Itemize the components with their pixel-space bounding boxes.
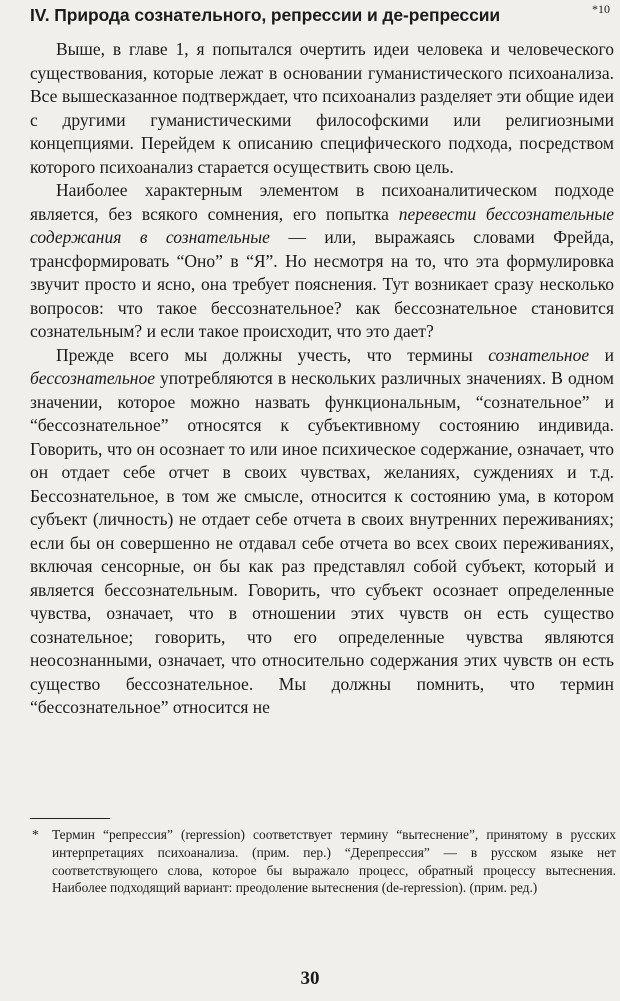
italic-segment: сознательное	[488, 344, 590, 365]
chapter-heading: IV. Природа сознательного, репрессии и де-репрессии	[30, 5, 501, 25]
italic-segment: бессознательное	[30, 368, 155, 388]
paragraph-2	[30, 179, 614, 344]
footnote-mark: *	[32, 827, 39, 842]
text-segment: — или, выражаясь словами Фрейда, трансформировать “Оно” в “Я”. Но несмотря на то, что эта формулировка звучит просто и ясно, она требует пояснения. Тут возникает сразу несколько вопросов: что такое бессознательное? как бессознательное становится сознательным? и если такое происходит, что это дает?	[30, 227, 614, 341]
text-segment: и	[589, 344, 614, 365]
page-number: 30	[300, 968, 320, 989]
footnote	[32, 826, 616, 897]
text-segment: употребляются в нескольких различных значениях. В одном значении, которое можно назвать функциональным, “сознательное” и “бессознательное” относятся к субъективному состоянию индивида. Говорить, что он осознает то или иное психическое содержание, означает, что он отдает себе отчет в своих чувствах, желаниях, суждениях и т.д. Бессознательное, в том же смысле, относится к состоянию ума, в котором субъект (личность) не отдает себе отчета в своих внутренних переживаниях; если бы он совершенно не отдавал себе отчета во всех своих переживаниях, включая сенсорные, он бы как раз представлял собой субъект, который и является бессознательным. Говорить, что субъект осознает определенные чувства, означает, что в отношении этих чувств он есть существо сознательное; говорить, что его определенные чувства являются неосознанными, означает, что относительно содержания этих чувств он есть существо бессознательное. Мы должны помнить, что термин “бессознательное” относится не	[30, 368, 614, 717]
text-segment: Выше, в главе 1, я попытался очертить идеи человека и человеческого существования, которые лежат в основании гуманистического психоанализа. Все вышесказанное подтверждает, что психоанализ разделяет эти общие идеи с другими гуманистическими философскими или религиозными концепциями. Перейдем к описанию специфического подхода, посредством которого психоанализ старается осуществить свою цель.	[30, 39, 614, 177]
italic-segment: перевести бессознательные содержания в сознательные	[30, 203, 614, 247]
footnote-divider	[30, 818, 110, 819]
text-segment: Наиболее характерным элементом в психоаналитическом подходе является, без всякого сомнения, его попытка	[30, 180, 614, 224]
chapter-heading-row	[30, 4, 620, 30]
text-segment: Прежде всего мы должны учесть, что термины	[56, 344, 489, 365]
paragraph-1	[30, 38, 614, 179]
footnote-text: Термин “репрессия” (repression) соответствует термину “вытеснение”, принятому в русских интерпретациях психоанализа. (прим. пер.) “Дерепрессия” — в русском языке нет соответствующего слова, которое бы выражало процесс, обратный процессу вытеснения. Наиболее подходящий вариант: преодоление вытеснения (de-repression). (прим. ред.)	[52, 827, 616, 896]
body-text	[30, 38, 614, 720]
footnote-reference: *10	[592, 2, 610, 16]
paragraph-3	[30, 344, 614, 720]
